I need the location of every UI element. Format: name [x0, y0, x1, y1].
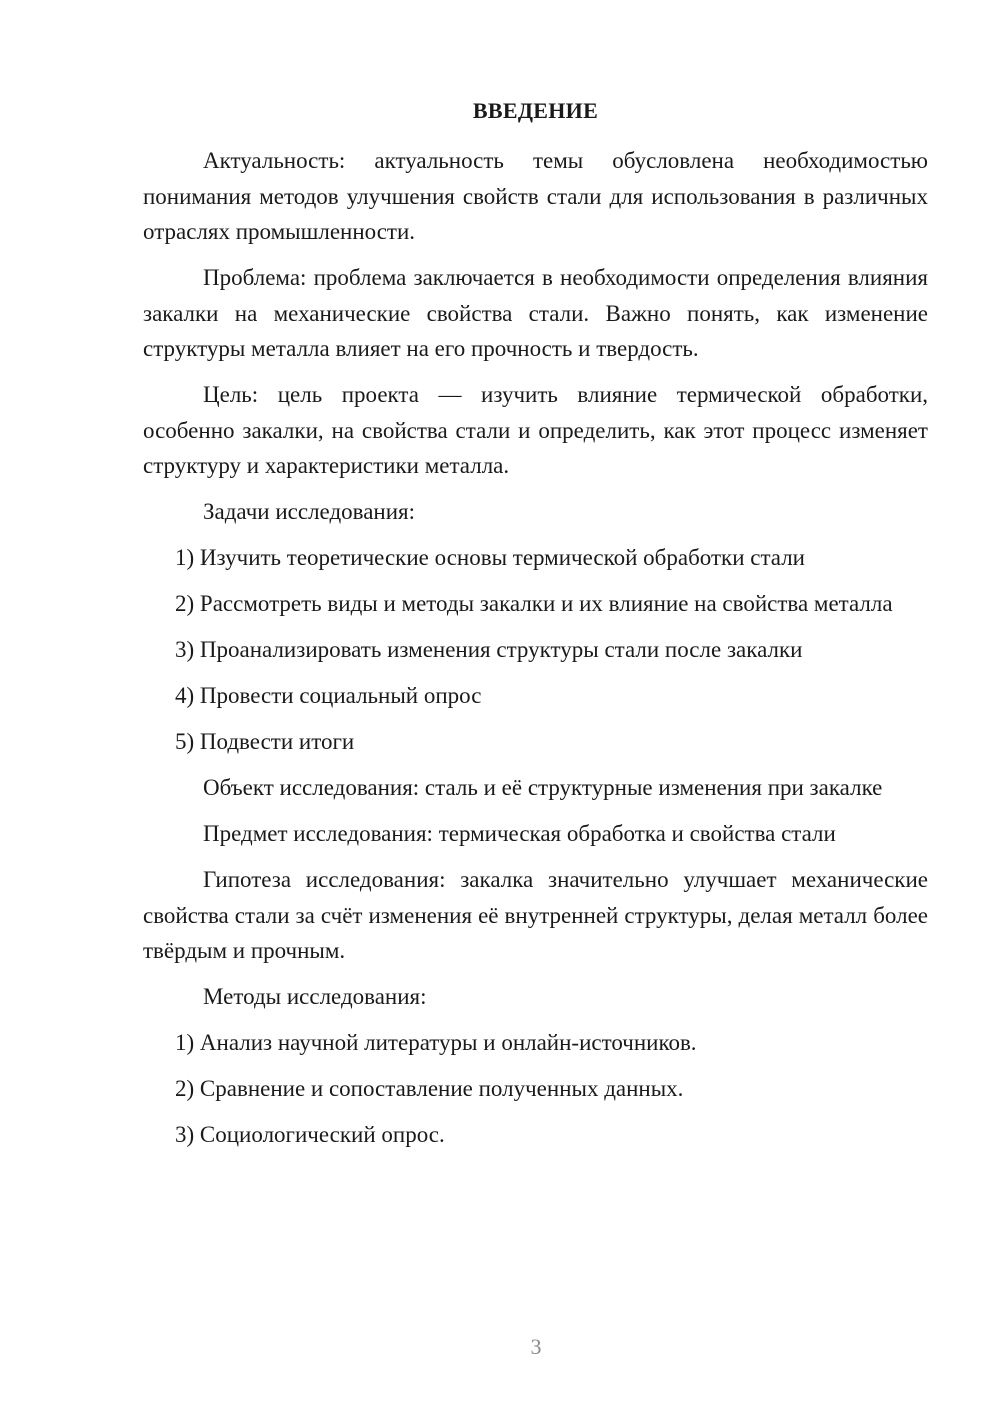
relevance-paragraph: Актуальность: актуальность темы обусловлена необходимостью понимания методов улучшения свойств стали для использования в различных отраслях промышленности.: [143, 148, 928, 244]
section-heading: ВВЕДЕНИЕ: [472, 98, 599, 123]
object-paragraph: Объект исследования: сталь и её структурные изменения при закалке: [203, 775, 883, 800]
task-item: 3) Проанализировать изменения структуры стали после закалки: [175, 637, 803, 662]
method-item: 3) Социологический опрос.: [175, 1122, 445, 1147]
page-number: 3: [530, 1334, 542, 1359]
goal-paragraph: Цель: цель проекта — изучить влияние термической обработки, особенно закалки, на свойства стали и определить, как этот процесс изменяет структуру и характеристики металла.: [143, 382, 928, 478]
methods-heading: Методы исследования:: [203, 984, 427, 1009]
problem-paragraph: Проблема: проблема заключается в необходимости определения влияния закалки на механические свойства стали. Важно понять, как изменение структуры металла влияет на его прочность и твердость.: [143, 265, 928, 361]
hypothesis-paragraph: Гипотеза исследования: закалка значительно улучшает механические свойства стали за счёт изменения её внутренней структуры, делая металл более твёрдым и прочным.: [143, 867, 928, 963]
task-item: 5) Подвести итоги: [175, 729, 355, 754]
method-item: 1) Анализ научной литературы и онлайн-источников.: [175, 1030, 697, 1055]
subject-paragraph: Предмет исследования: термическая обработка и свойства стали: [203, 821, 836, 846]
task-item: 1) Изучить теоретические основы термической обработки стали: [175, 545, 805, 570]
method-item: 2) Сравнение и сопоставление полученных данных.: [175, 1076, 684, 1101]
tasks-heading: Задачи исследования:: [203, 499, 416, 524]
section-body: [143, 143, 928, 1163]
task-item: 2) Рассмотреть виды и методы закалки и их влияние на свойства металла: [175, 591, 893, 616]
task-item: 4) Провести социальный опрос: [175, 683, 482, 708]
